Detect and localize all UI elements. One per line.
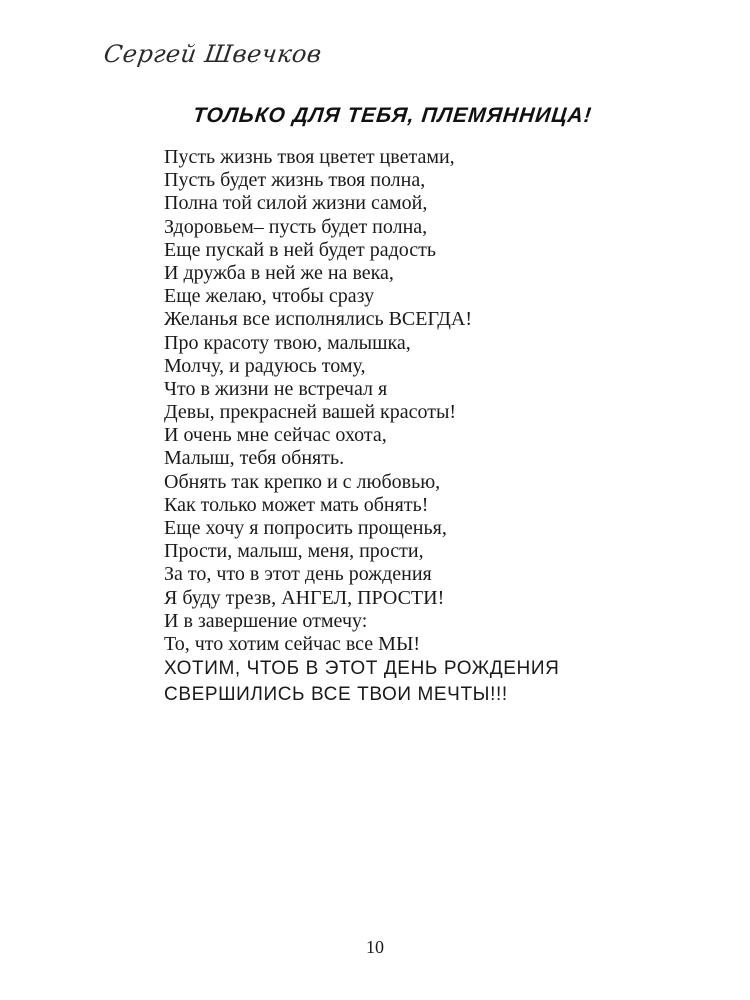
poem-line: Обнять так крепко и с любовью, bbox=[164, 470, 441, 493]
poem-line: Про красоту твою, малышка, bbox=[164, 331, 411, 354]
poem-line: И очень мне сейчас охота, bbox=[164, 424, 387, 447]
poem-line: Малыш, тебя обнять. bbox=[164, 447, 345, 470]
poem-closing-line: ХОТИМ, ЧТОБ В ЭТОТ ДЕНЬ РОЖДЕНИЯ bbox=[164, 658, 560, 680]
poem-line: Еще пускай в ней будет радость bbox=[164, 238, 437, 261]
poem-title: ТОЛЬКО ДЛЯ ТЕБЯ, ПЛЕМЯННИЦА! bbox=[191, 104, 594, 127]
poem-closing-line: СВЕРШИЛИСЬ ВСЕ ТВОИ МЕЧТЫ!!! bbox=[164, 684, 508, 706]
poem-line: За то, что в этот день рождения bbox=[164, 563, 432, 586]
poem-line: Пусть жизнь твоя цветет цветами, bbox=[164, 146, 455, 168]
page-number: 10 bbox=[366, 937, 384, 957]
poem-line: Полна той силой жизни самой, bbox=[164, 192, 428, 215]
poem-line: И в завершение отмечу: bbox=[164, 609, 368, 632]
poem-line: Желанья все исполнялись ВСЕГДА! bbox=[164, 308, 473, 331]
poem-line: Здоровьем– пусть будет полна, bbox=[164, 215, 428, 238]
poem-line: Еще хочу я попросить прощенья, bbox=[164, 517, 447, 539]
running-header-author: Сергей Швечков bbox=[102, 40, 324, 68]
poem-line: Как только может мать обнять! bbox=[164, 493, 429, 516]
poem-line: Пусть будет жизнь твоя полна, bbox=[164, 169, 426, 192]
poem-line: Еще желаю, чтобы сразу bbox=[164, 285, 375, 308]
poem-line: Молчу, и радуюсь тому, bbox=[164, 354, 366, 377]
poem-line: Я буду трезв, АНГЕЛ, ПРОСТИ! bbox=[164, 586, 445, 609]
poem-line: Что в жизни не встречал я bbox=[164, 377, 388, 400]
poem-line: И дружба в ней же на века, bbox=[164, 261, 394, 284]
poem-line: Прости, малыш, меня, прости, bbox=[164, 540, 424, 563]
poem-body bbox=[164, 146, 634, 708]
poem-line: Девы, прекрасней вашей красоты! bbox=[164, 401, 457, 424]
poem-line: То, что хотим сейчас все МЫ! bbox=[164, 632, 421, 655]
